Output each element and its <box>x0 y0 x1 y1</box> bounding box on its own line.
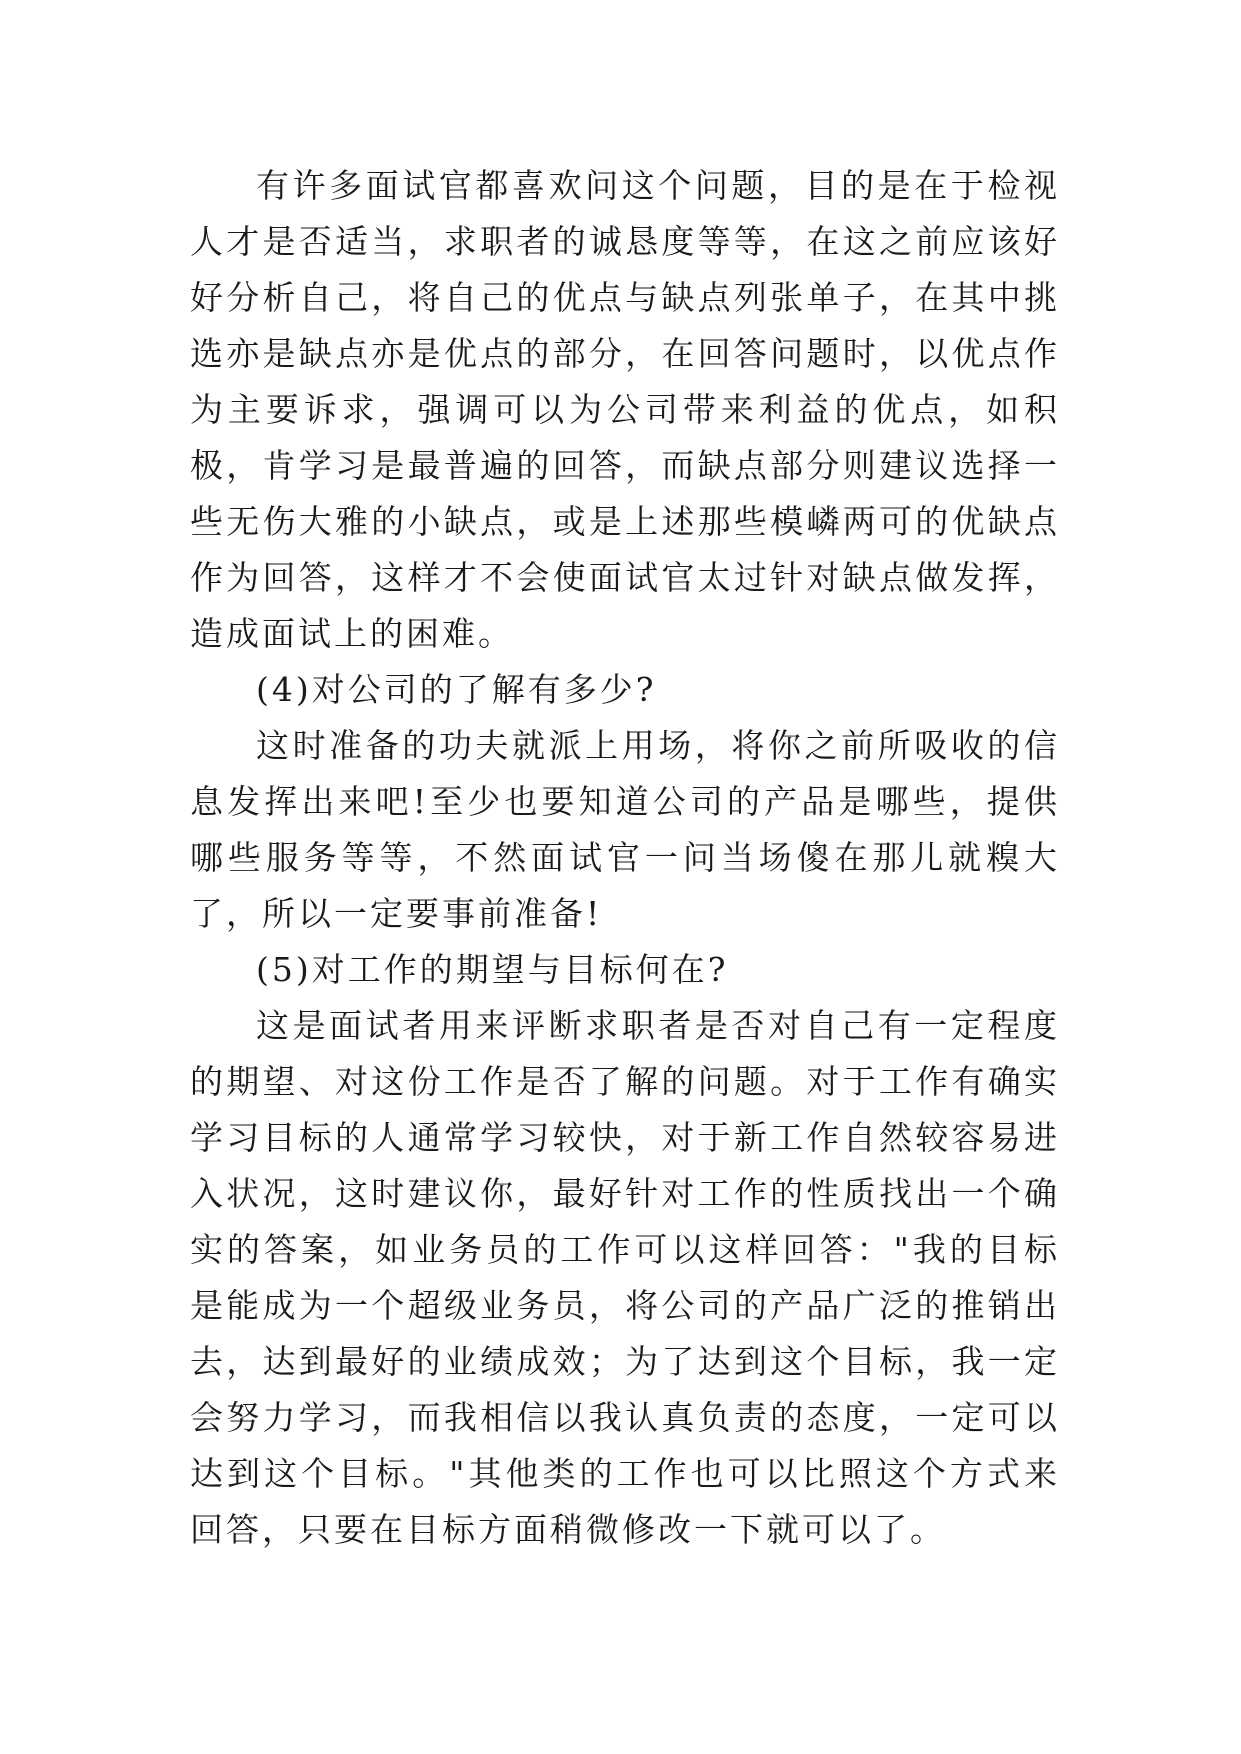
paragraph-company-knowledge: 这时准备的功夫就派上用场，将你之前所吸收的信息发挥出来吧!至少也要知道公司的产品是哪些，提供哪些服务等等，不然面试官一问当场傻在那儿就糗大了，所以一定要事前准备! <box>190 726 1060 933</box>
document-body <box>190 158 1060 1558</box>
paragraph-strengths-weaknesses: 有许多面试官都喜欢问这个问题，目的是在于检视人才是否适当，求职者的诚恳度等等，在这之前应该好好分析自己，将自己的优点与缺点列张单子，在其中挑选亦是缺点亦是优点的部分，在回答问题时，以优点作为主要诉求，强调可以为公司带来利益的优点，如积极，肯学习是最普遍的回答，而缺点部分则建议选择一些无伤大雅的小缺点，或是上述那些模嶙两可的优缺点作为回答，这样才不会使面试官太过针对缺点做发挥，造成面试上的困难。 <box>190 166 1060 653</box>
paragraph-goals: 这是面试者用来评断求职者是否对自己有一定程度的期望、对这份工作是否了解的问题。对于工作有确实学习目标的人通常学习较快，对于新工作自然较容易进入状况，这时建议你，最好针对工作的性质找出一个确实的答案，如业务员的工作可以这样回答："我的目标是能成为一个超级业务员，将公司的产品广泛的推销出去，达到最好的业绩成效；为了达到这个目标，我一定会努力学习，而我相信以我认真负责的态度，一定可以达到这个目标。"其他类的工作也可以比照这个方式来回答，只要在目标方面稍微修改一下就可以了。 <box>190 1006 1060 1549</box>
question-heading-5: (5)对工作的期望与目标何在? <box>256 950 729 989</box>
question-heading-4: (4)对公司的了解有多少? <box>256 670 657 709</box>
